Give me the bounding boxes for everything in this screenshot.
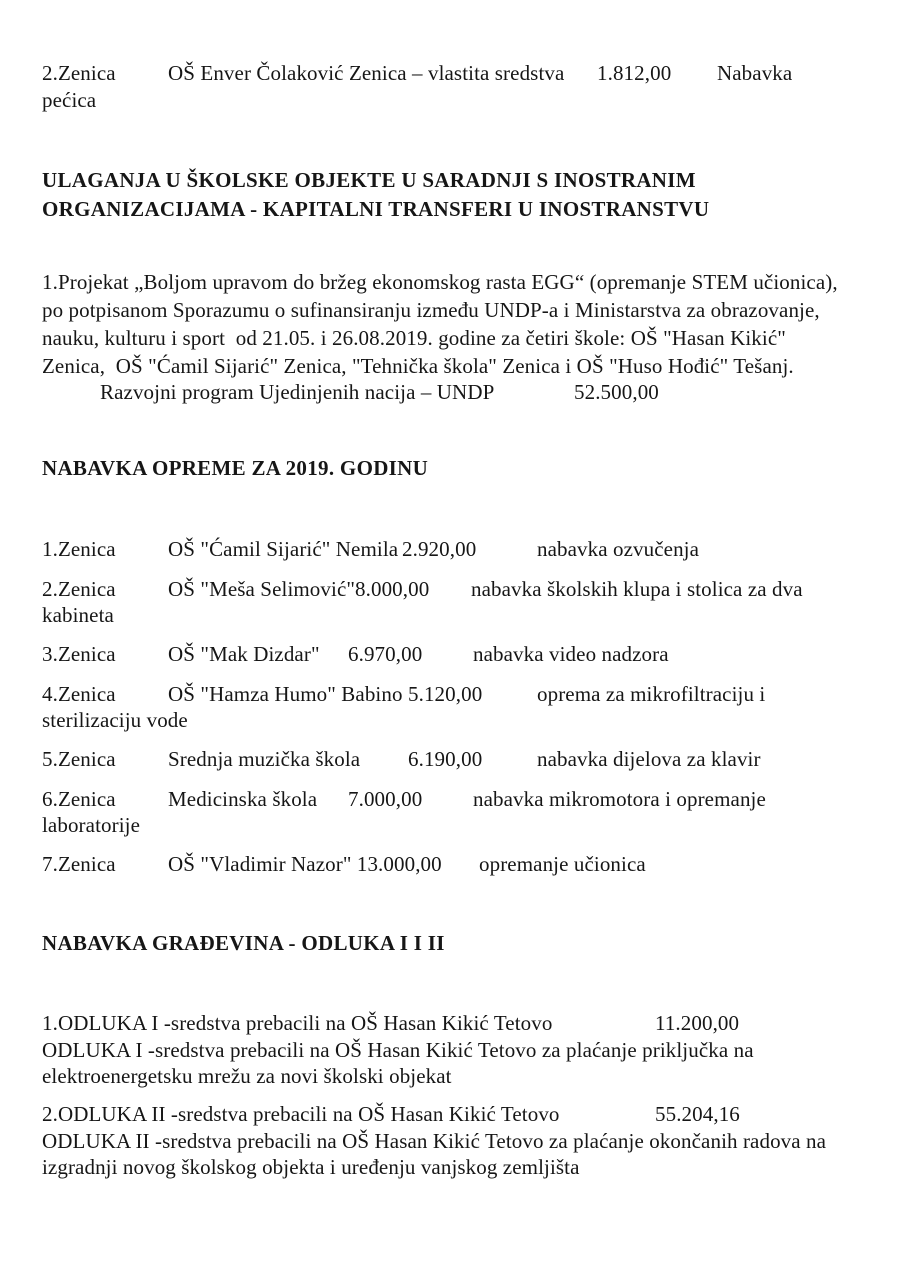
document-line xyxy=(0,1128,907,1155)
document-line xyxy=(0,812,907,839)
line-segment: OŠ Enver Čolaković Zenica – vlastita sredstva xyxy=(168,61,565,85)
line-segment: nabavka ozvučenja xyxy=(537,537,700,561)
line-segment: 6.970,00 xyxy=(348,642,423,666)
line-segment: Nabavka xyxy=(717,61,793,85)
line-segment: 2.Zenica xyxy=(42,61,116,85)
line-segment: NABAVKA GRAĐEVINA - ODLUKA I I II xyxy=(42,931,445,955)
line-segment: 1.Projekat „Boljom upravom do bržeg ekonomskog rasta EGG“ (opremanje STEM učionica), xyxy=(42,270,838,294)
document-line xyxy=(0,455,907,482)
line-segment: nabavka školskih klupa i stolica za dva xyxy=(471,577,803,601)
line-segment: opremanje učionica xyxy=(479,852,646,876)
document-line xyxy=(0,851,907,878)
line-segment: OŠ "Hamza Humo" Babino xyxy=(168,682,403,706)
line-segment: ORGANIZACIJAMA - KAPITALNI TRANSFERI U INOSTRANSTVU xyxy=(42,197,710,221)
document-line xyxy=(0,681,907,708)
line-segment: laboratorije xyxy=(42,813,140,837)
line-segment: po potpisanom Sporazumu o sufinansiranju između UNDP-a i Ministarstva za obrazovanje, xyxy=(42,298,820,322)
line-segment: nabavka dijelova za klavir xyxy=(537,747,761,771)
line-segment: 52.500,00 xyxy=(574,380,659,404)
line-segment: OŠ "Vladimir Nazor" 13.000,00 xyxy=(168,852,442,876)
line-segment: sterilizaciju vode xyxy=(42,708,188,732)
document-line xyxy=(0,1101,907,1128)
line-segment: 2.Zenica xyxy=(42,577,116,601)
document-line xyxy=(0,576,907,603)
document-line xyxy=(0,1154,907,1181)
line-segment: Razvojni program Ujedinjenih nacija – UNDP xyxy=(100,380,495,404)
line-segment: 3.Zenica xyxy=(42,642,116,666)
document-line xyxy=(0,746,907,773)
document-line xyxy=(0,786,907,813)
document-line xyxy=(0,87,907,114)
line-segment: 11.200,00 xyxy=(655,1011,740,1035)
line-segment: 1.ODLUKA I -sredstva prebacili na OŠ Hasan Kikić Tetovo xyxy=(42,1011,553,1035)
line-segment: Srednja muzička škola xyxy=(168,747,361,771)
line-segment: OŠ "Meša Selimović"8.000,00 xyxy=(168,577,430,601)
document-line xyxy=(0,1037,907,1064)
line-segment: 1.812,00 xyxy=(597,61,672,85)
document-line xyxy=(0,641,907,668)
document-line xyxy=(0,325,907,352)
document-line xyxy=(0,379,907,406)
document-line xyxy=(0,1063,907,1090)
line-segment: kabineta xyxy=(42,603,114,627)
document-line xyxy=(0,269,907,296)
line-segment: 4.Zenica xyxy=(42,682,116,706)
line-segment: Medicinska škola xyxy=(168,787,318,811)
line-segment: nauku, kulturu i sport od 21.05. i 26.08.2019. godine za četiri škole: OŠ "Hasan Kikić" xyxy=(42,326,786,350)
document-line xyxy=(0,536,907,563)
document-line xyxy=(0,167,907,194)
line-segment: izgradnji novog školskog objekta i uređenju vanjskog zemljišta xyxy=(42,1155,580,1179)
line-segment: ULAGANJA U ŠKOLSKE OBJEKTE U SARADNJI S INOSTRANIM xyxy=(42,168,696,192)
line-segment: OŠ "Mak Dizdar" xyxy=(168,642,320,666)
document-line xyxy=(0,60,907,87)
line-segment: 6.190,00 xyxy=(408,747,483,771)
line-segment: 55.204,16 xyxy=(655,1102,740,1126)
line-segment: 7.Zenica xyxy=(42,852,116,876)
line-segment: OŠ "Ćamil Sijarić" Nemila xyxy=(168,537,399,561)
line-segment: ODLUKA I -sredstva prebacili na OŠ Hasan Kikić Tetovo za plaćanje priključka na xyxy=(42,1038,754,1062)
line-segment: 6.Zenica xyxy=(42,787,116,811)
document-line xyxy=(0,1010,907,1037)
line-segment: 5.Zenica xyxy=(42,747,116,771)
line-segment: pećica xyxy=(42,88,97,112)
line-segment: ODLUKA II -sredstva prebacili na OŠ Hasan Kikić Tetovo za plaćanje okončanih radova na xyxy=(42,1129,827,1153)
document-line xyxy=(0,353,907,380)
line-segment: 2.ODLUKA II -sredstva prebacili na OŠ Hasan Kikić Tetovo xyxy=(42,1102,560,1126)
line-segment: oprema za mikrofiltraciju i xyxy=(537,682,766,706)
document-line xyxy=(0,930,907,957)
document-line xyxy=(0,196,907,223)
line-segment: 2.920,00 xyxy=(402,537,477,561)
line-segment: 5.120,00 xyxy=(408,682,483,706)
line-segment: Zenica, OŠ "Ćamil Sijarić" Zenica, "Tehnička škola" Zenica i OŠ "Huso Hođić" Tešanj. xyxy=(42,354,794,378)
document-line xyxy=(0,297,907,324)
line-segment: nabavka video nadzora xyxy=(473,642,669,666)
line-segment: NABAVKA OPREME ZA 2019. GODINU xyxy=(42,456,429,480)
line-segment: 1.Zenica xyxy=(42,537,116,561)
line-segment: 7.000,00 xyxy=(348,787,423,811)
line-segment: elektroenergetsku mrežu za novi školski objekat xyxy=(42,1064,452,1088)
document-line xyxy=(0,707,907,734)
line-segment: nabavka mikromotora i opremanje xyxy=(473,787,766,811)
document-line xyxy=(0,602,907,629)
